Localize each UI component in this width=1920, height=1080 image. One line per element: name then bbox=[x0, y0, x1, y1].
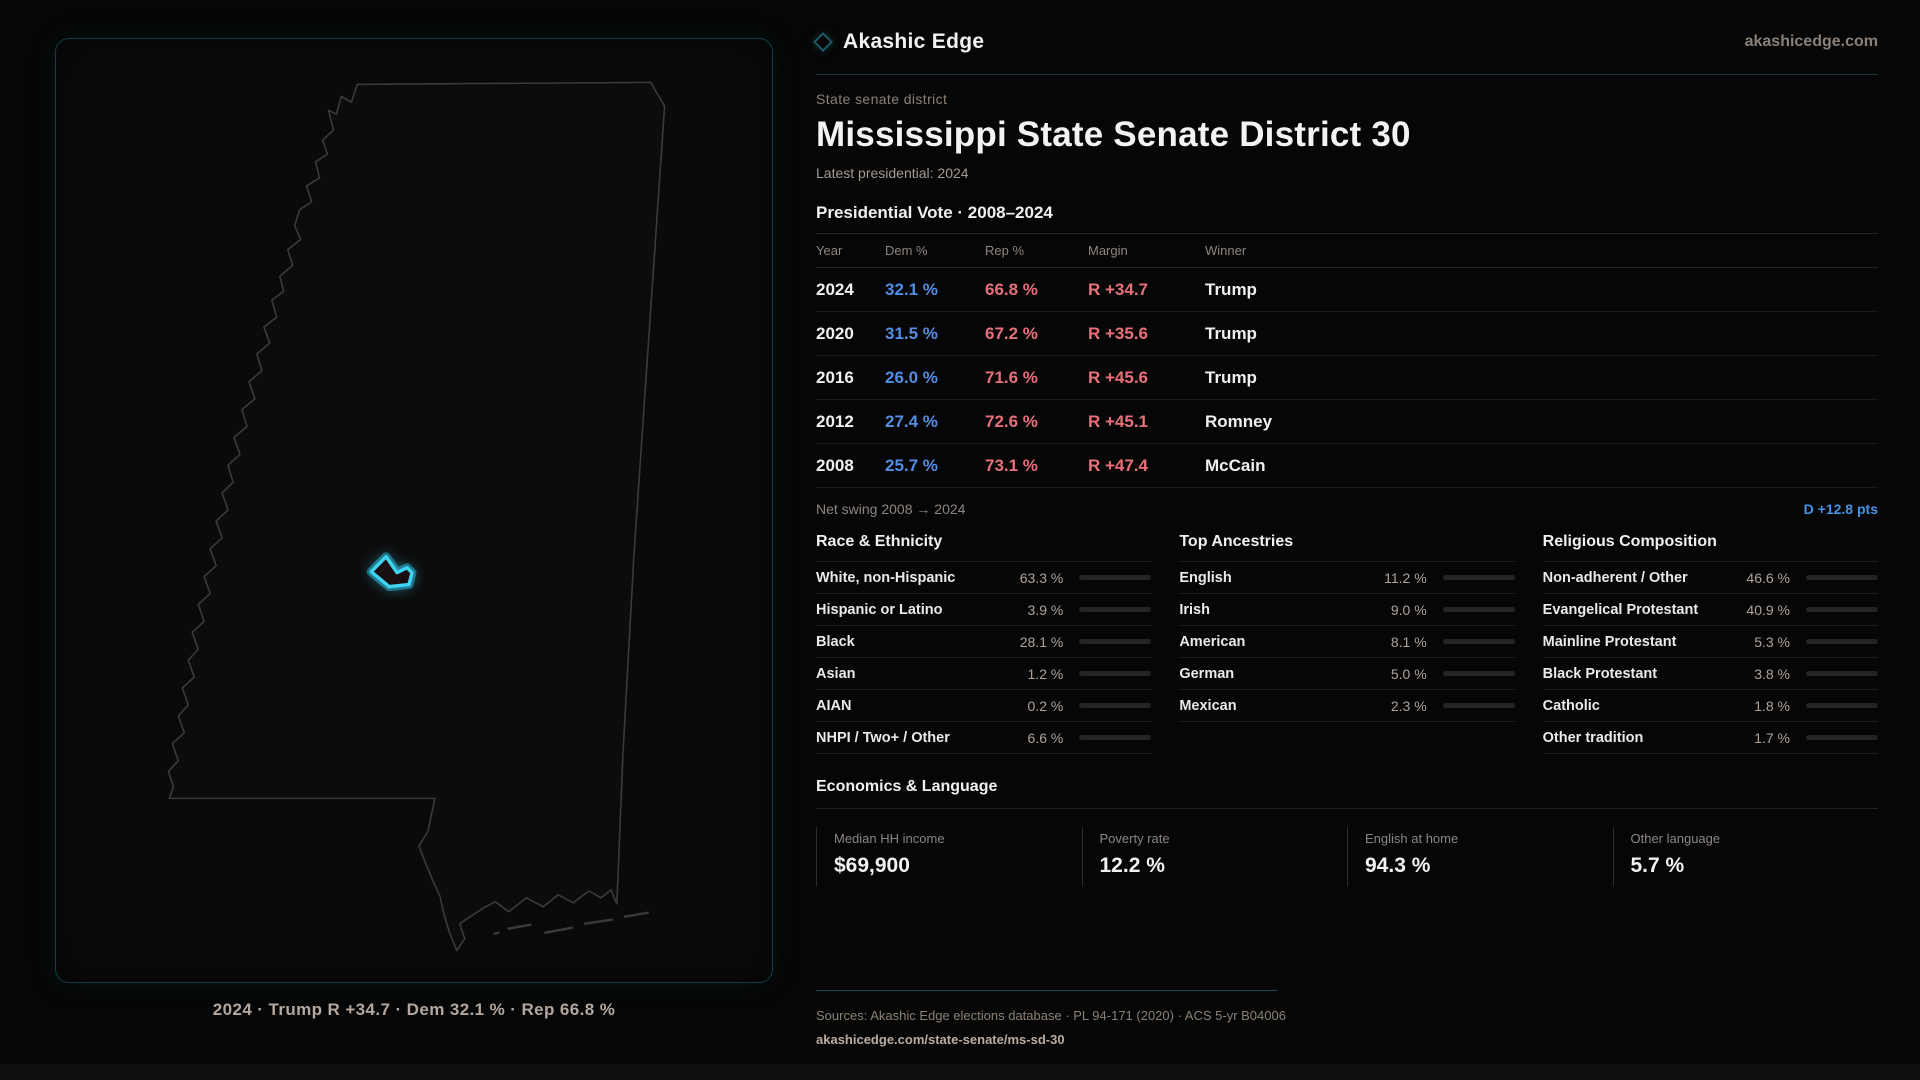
dem-cell: 25.7 % bbox=[885, 444, 985, 488]
item-value: 40.9 % bbox=[1746, 601, 1790, 618]
year-cell: 2012 bbox=[816, 400, 885, 444]
stat-card-english-at-home bbox=[1347, 827, 1613, 886]
item-value: 3.9 % bbox=[1027, 601, 1064, 618]
item-label: Evangelical Protestant bbox=[1542, 601, 1699, 618]
bar-track bbox=[1806, 607, 1878, 612]
item-value: 9.0 % bbox=[1390, 601, 1427, 618]
item-value: 2.3 % bbox=[1390, 697, 1427, 714]
demographics-grid bbox=[816, 533, 1878, 754]
brand-name: Akashic Edge bbox=[843, 30, 985, 53]
item-label: Non-adherent / Other bbox=[1542, 569, 1688, 586]
bottom-strip bbox=[0, 1064, 1920, 1080]
winner-cell: Trump bbox=[1205, 312, 1878, 356]
rep-cell: 66.8 % bbox=[985, 268, 1088, 312]
dem-cell: 26.0 % bbox=[885, 356, 985, 400]
stat-label: Median HH income bbox=[834, 831, 945, 846]
margin-cell: R +34.7 bbox=[1088, 268, 1205, 312]
bar-track bbox=[1079, 735, 1151, 740]
dem-cell: 31.5 % bbox=[885, 312, 985, 356]
stat-card-median-income bbox=[816, 827, 1082, 886]
net-swing-value: D +12.8 pts bbox=[1803, 501, 1878, 517]
stat-label: Poverty rate bbox=[1099, 831, 1170, 846]
margin-cell: R +47.4 bbox=[1088, 444, 1205, 488]
bar-track bbox=[1806, 703, 1878, 708]
item-value: 63.3 % bbox=[1019, 569, 1064, 586]
list-item bbox=[1543, 561, 1878, 593]
presidential-vote-table bbox=[816, 233, 1878, 488]
table-row bbox=[816, 356, 1878, 400]
year-cell: 2024 bbox=[816, 268, 885, 312]
barrier-islands-icon bbox=[495, 913, 648, 934]
bar-track bbox=[1079, 607, 1151, 612]
year-cell: 2016 bbox=[816, 356, 885, 400]
item-value: 1.7 % bbox=[1754, 729, 1790, 746]
footer bbox=[816, 990, 1878, 1047]
table-row bbox=[816, 444, 1878, 488]
economics-title: Economics & Language bbox=[816, 778, 1878, 809]
item-value: 28.1 % bbox=[1019, 633, 1064, 650]
item-value: 8.1 % bbox=[1390, 633, 1427, 650]
item-value: 6.6 % bbox=[1027, 729, 1064, 746]
dem-cell: 27.4 % bbox=[885, 400, 985, 444]
race-title: Race & Ethnicity bbox=[816, 533, 943, 550]
item-label: Mainline Protestant bbox=[1542, 633, 1677, 650]
col-year: Year bbox=[816, 234, 885, 268]
stat-card-poverty-rate bbox=[1082, 827, 1348, 886]
item-value: 1.2 % bbox=[1027, 665, 1064, 682]
item-value: 5.3 % bbox=[1754, 633, 1790, 650]
list-item bbox=[1179, 689, 1514, 721]
list-item bbox=[816, 625, 1151, 657]
bar-track bbox=[1079, 703, 1151, 708]
header bbox=[816, 30, 1878, 75]
race-ethnicity-section bbox=[816, 533, 1151, 754]
list-item bbox=[1543, 721, 1878, 753]
year-cell: 2020 bbox=[816, 312, 885, 356]
brand bbox=[816, 30, 984, 54]
stat-label: Other language bbox=[1630, 831, 1721, 846]
item-value: 46.6 % bbox=[1746, 569, 1790, 586]
bar-track bbox=[1806, 671, 1878, 676]
item-label: White, non-Hispanic bbox=[816, 569, 956, 586]
margin-cell: R +35.6 bbox=[1088, 312, 1205, 356]
permalink[interactable]: akashicedge.com/state-senate/ms-sd-30 bbox=[816, 1032, 1065, 1047]
stat-value: 94.3 % bbox=[1365, 854, 1431, 877]
list-item bbox=[816, 593, 1151, 625]
winner-cell: Trump bbox=[1205, 268, 1878, 312]
stat-value: $69,900 bbox=[834, 854, 910, 877]
table-row bbox=[816, 312, 1878, 356]
stat-value: 5.7 % bbox=[1630, 854, 1685, 877]
stat-card-other-language bbox=[1613, 827, 1879, 886]
bar-track bbox=[1079, 575, 1151, 580]
list-item bbox=[1179, 593, 1514, 625]
year-cell: 2008 bbox=[816, 444, 885, 488]
item-value: 3.8 % bbox=[1754, 665, 1790, 682]
margin-cell: R +45.6 bbox=[1088, 356, 1205, 400]
bar-track bbox=[1443, 607, 1515, 612]
winner-cell: Trump bbox=[1205, 356, 1878, 400]
col-rep: Rep % bbox=[985, 234, 1088, 268]
col-dem: Dem % bbox=[885, 234, 985, 268]
col-margin: Margin bbox=[1088, 234, 1205, 268]
top-ancestries-section bbox=[1179, 533, 1514, 754]
bar-track bbox=[1443, 639, 1515, 644]
list-item bbox=[816, 689, 1151, 721]
kicker: State senate district bbox=[816, 91, 948, 107]
page-title: Mississippi State Senate District 30 bbox=[816, 115, 1411, 154]
list-item bbox=[1543, 593, 1878, 625]
list-item bbox=[1543, 689, 1878, 721]
list-item bbox=[816, 721, 1151, 753]
table-header-row bbox=[816, 234, 1878, 268]
item-label: Catholic bbox=[1542, 697, 1600, 714]
item-label: Hispanic or Latino bbox=[816, 601, 943, 618]
bar-track bbox=[1443, 575, 1515, 580]
item-label: Other tradition bbox=[1542, 729, 1644, 746]
rep-cell: 73.1 % bbox=[985, 444, 1088, 488]
state-outline bbox=[168, 82, 664, 950]
item-label: NHPI / Two+ / Other bbox=[816, 729, 950, 746]
brand-domain[interactable]: akashicedge.com bbox=[1744, 33, 1878, 50]
margin-cell: R +45.1 bbox=[1088, 400, 1205, 444]
religion-title: Religious Composition bbox=[1542, 533, 1717, 550]
bar-track bbox=[1806, 639, 1878, 644]
item-value: 5.0 % bbox=[1390, 665, 1427, 682]
list-item bbox=[1179, 625, 1514, 657]
table-row bbox=[816, 400, 1878, 444]
item-label: Asian bbox=[816, 665, 856, 682]
bar-track bbox=[1079, 639, 1151, 644]
list-item bbox=[1543, 657, 1878, 689]
item-label: AIAN bbox=[816, 697, 852, 714]
dem-cell: 32.1 % bbox=[885, 268, 985, 312]
winner-cell: McCain bbox=[1205, 444, 1878, 488]
list-item bbox=[816, 561, 1151, 593]
ancestries-title: Top Ancestries bbox=[1179, 533, 1294, 550]
report-content bbox=[816, 30, 1878, 1047]
rep-cell: 72.6 % bbox=[985, 400, 1088, 444]
col-winner: Winner bbox=[1205, 234, 1878, 268]
mississippi-map bbox=[56, 39, 772, 982]
item-value: 11.2 % bbox=[1384, 569, 1427, 586]
footer-divider bbox=[816, 990, 1278, 991]
item-label: Irish bbox=[1179, 601, 1210, 618]
diamond-logo-icon bbox=[813, 32, 833, 52]
net-swing-label: Net swing 2008 → 2024 bbox=[816, 501, 966, 517]
rep-cell: 71.6 % bbox=[985, 356, 1088, 400]
stat-value: 12.2 % bbox=[1099, 854, 1165, 877]
map-panel bbox=[55, 38, 773, 983]
vote-table-title: Presidential Vote · 2008–2024 bbox=[816, 203, 1053, 222]
table-row bbox=[816, 268, 1878, 312]
item-label: Mexican bbox=[1179, 697, 1237, 714]
latest-presidential-note: Latest presidential: 2024 bbox=[816, 165, 969, 181]
bar-track bbox=[1079, 671, 1151, 676]
list-item bbox=[1179, 561, 1514, 593]
economics-language-section bbox=[816, 778, 1878, 886]
sources-note: Sources: Akashic Edge elections database · PL 94-171 (2020) · ACS 5-yr B04006 bbox=[816, 1008, 1286, 1023]
item-label: Black Protestant bbox=[1542, 665, 1658, 682]
bar-track bbox=[1806, 575, 1878, 580]
net-swing-row bbox=[816, 488, 1878, 527]
item-label: American bbox=[1179, 633, 1246, 650]
item-label: Black bbox=[816, 633, 855, 650]
list-item bbox=[1179, 657, 1514, 689]
map-caption: 2024 · Trump R +34.7 · Dem 32.1 % · Rep 66.8 % bbox=[212, 1000, 616, 1019]
list-item bbox=[816, 657, 1151, 689]
rep-cell: 67.2 % bbox=[985, 312, 1088, 356]
stat-label: English at home bbox=[1365, 831, 1459, 846]
winner-cell: Romney bbox=[1205, 400, 1878, 444]
religious-composition-section bbox=[1543, 533, 1878, 754]
item-label: English bbox=[1179, 569, 1232, 586]
bar-track bbox=[1806, 735, 1878, 740]
bar-track bbox=[1443, 703, 1515, 708]
item-value: 0.2 % bbox=[1027, 697, 1064, 714]
list-item bbox=[1543, 625, 1878, 657]
bar-track bbox=[1443, 671, 1515, 676]
item-value: 1.8 % bbox=[1754, 697, 1790, 714]
item-label: German bbox=[1179, 665, 1235, 682]
